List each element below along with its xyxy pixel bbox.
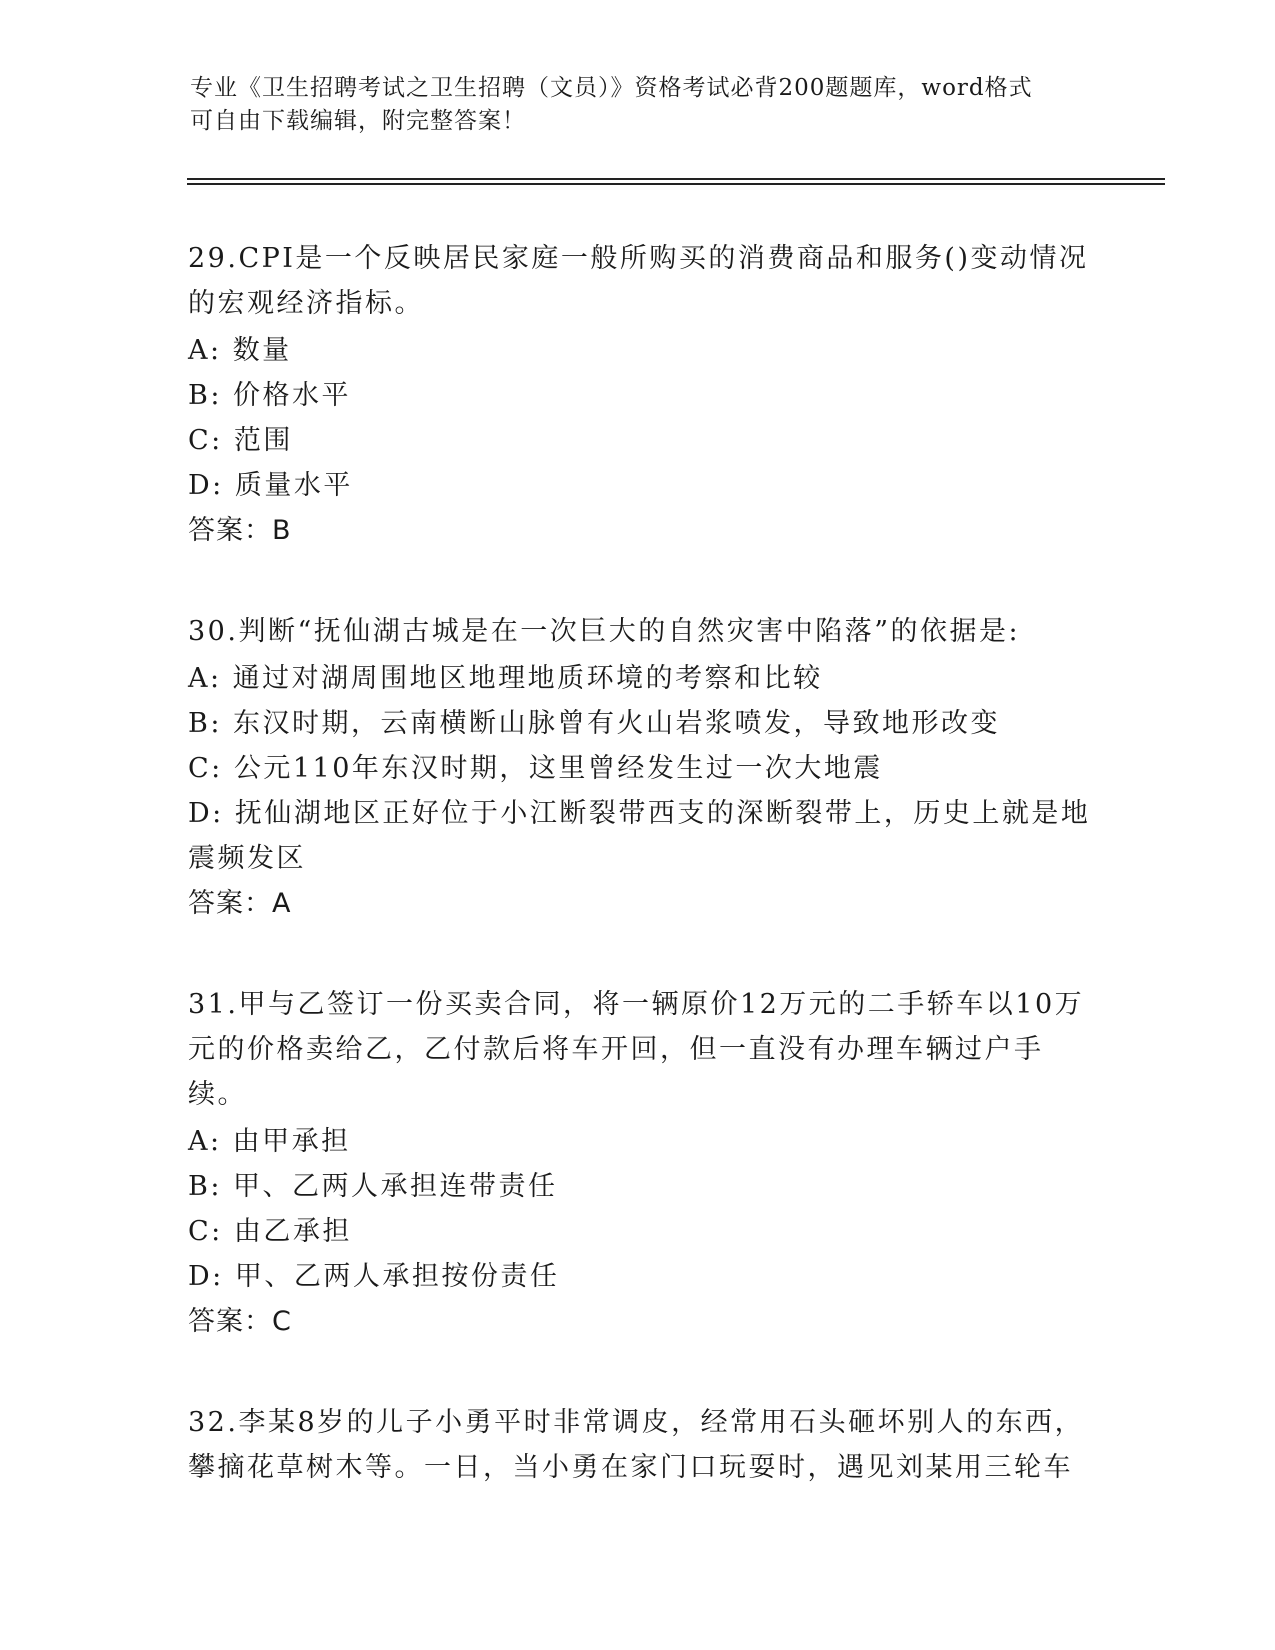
answer: 答案：A [188, 888, 292, 919]
option-d: D: 抚仙湖地区正好位于小江断裂带西支的深断裂带上，历史上就是地震频发区 [188, 798, 1091, 874]
option-d: D: 甲、乙两人承担按份责任 [188, 1261, 560, 1292]
question-stem: 29.CPI是一个反映居民家庭一般所购买的消费商品和服务()变动情况的宏观经济指标。 [188, 243, 1089, 319]
question-31 [188, 982, 1093, 1344]
option-c: C: 公元110年东汉时期，这里曾经发生过一次大地震 [188, 753, 883, 784]
option-b: B: 东汉时期，云南横断山脉曾有火山岩浆喷发，导致地形改变 [188, 708, 1001, 739]
question-stem: 31.甲与乙签订一份买卖合同，将一辆原价12万元的二手轿车以10万元的价格卖给乙，乙付款后将车开回，但一直没有办理车辆过户手续。 [188, 989, 1085, 1110]
answer: 答案：B [188, 515, 292, 546]
header-divider-top [187, 178, 1165, 180]
header-divider-bottom [187, 183, 1165, 185]
answer: 答案：C [188, 1306, 292, 1337]
option-a: A: 由甲承担 [188, 1126, 351, 1157]
question-list [188, 236, 1093, 1546]
option-b: B: 甲、乙两人承担连带责任 [188, 1171, 558, 1202]
option-d: D: 质量水平 [188, 470, 353, 501]
option-a: A: 数量 [188, 335, 292, 366]
option-c: C: 由乙承担 [188, 1216, 352, 1247]
question-stem: 30.判断“抚仙湖古城是在一次巨大的自然灾害中陷落”的依据是: [188, 616, 1021, 647]
question-32 [188, 1400, 1093, 1490]
document-header [190, 72, 1090, 138]
option-b: B: 价格水平 [188, 380, 352, 411]
option-c: C: 范围 [188, 425, 293, 456]
option-a: A: 通过对湖周围地区地理地质环境的考察和比较 [188, 663, 823, 694]
header-line-2: 可自由下载编辑，附完整答案！ [190, 108, 526, 134]
question-29 [188, 236, 1093, 553]
question-30 [188, 609, 1093, 926]
question-stem: 32.李某8岁的儿子小勇平时非常调皮，经常用石头砸坏别人的东西，攀摘花草树木等。一日，当小勇在家门口玩耍时，遇见刘某用三轮车 [188, 1407, 1085, 1483]
header-line-1: 专业《卫生招聘考试之卫生招聘（文员）》资格考试必背200题题库，word格式 [190, 75, 1033, 101]
